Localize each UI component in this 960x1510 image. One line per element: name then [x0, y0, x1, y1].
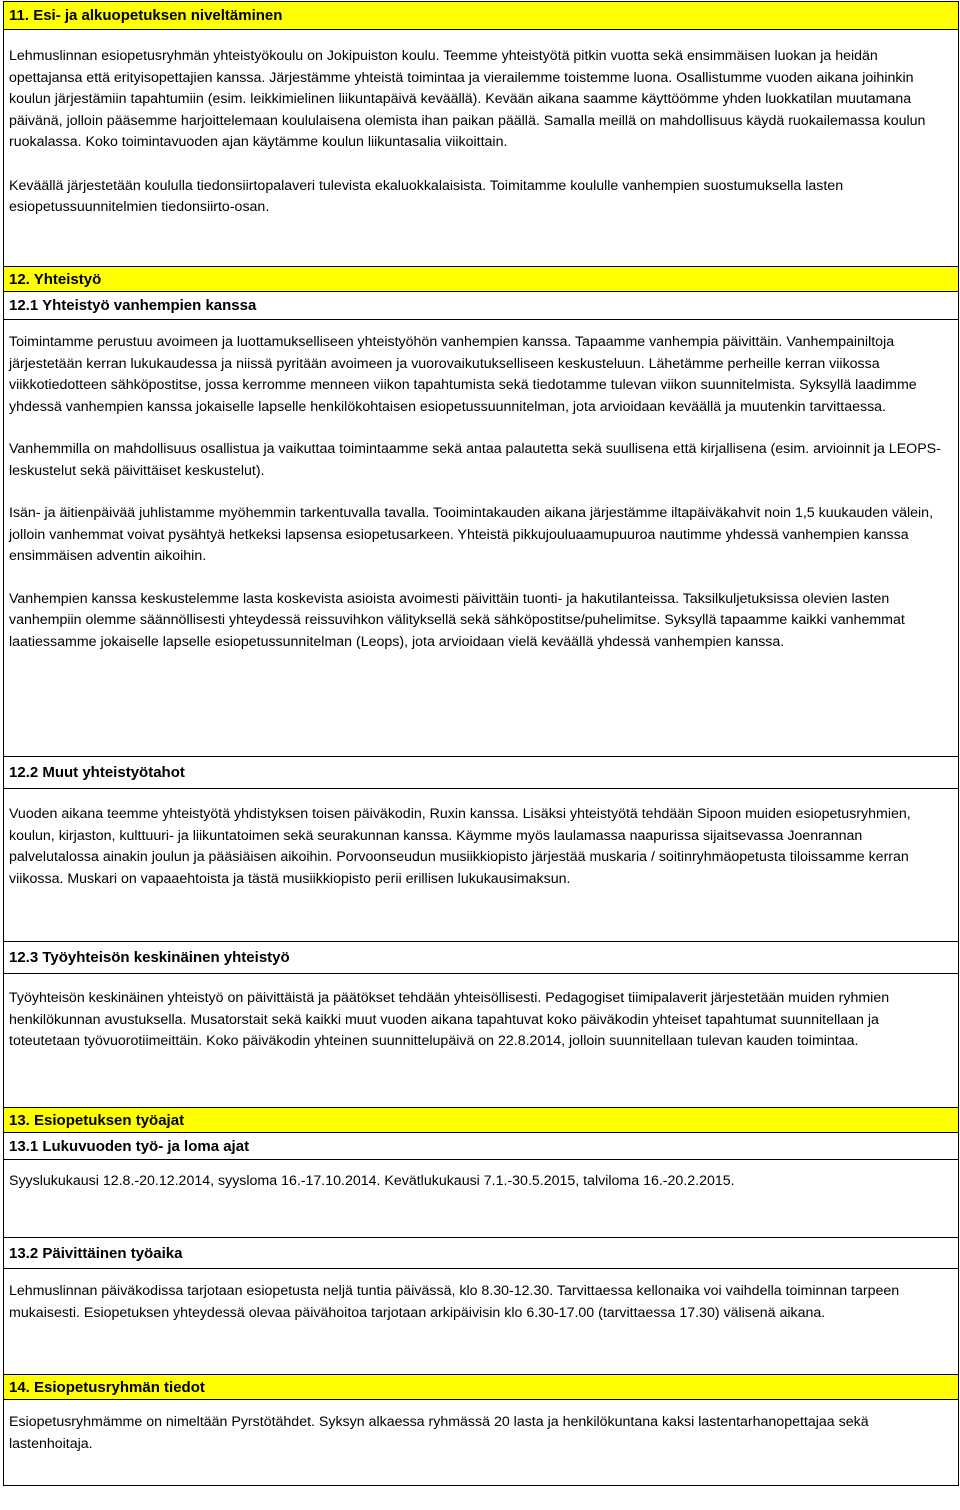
section-heading-13-1 [4, 1133, 958, 1160]
heading-text: 14. Esiopetusryhmän tiedot [9, 1378, 205, 1396]
document-page [3, 1, 959, 1486]
heading-text: 11. Esi- ja alkuopetuksen niveltäminen [9, 7, 283, 24]
paragraph: Lehmuslinnan päiväkodissa tarjotaan esiopetusta neljä tuntia päivässä, klo 8.30-12.30. Tarvittaessa kellonaika voi vaihdella toiminnan tarpeen mukaisesti. Esiopetuksen yhteydessä olevaa päivähoitoa tarjotaan arkipäivisin klo 6.30-17.00 (tarvittaessa 17.30) välisenä aikana. [9, 1283, 900, 1321]
heading-text: 12. Yhteistyö [9, 270, 102, 288]
paragraph: Työyhteisön keskinäinen yhteistyö on päivittäistä ja päätökset tehdään yhteisöllisesti. Pedagogiset tiimipalaverit järjestetään muiden ryhmien henkilökunnan avustuksella. Musatorstait sekä kaikki muut vuoden aikana tapahtuvat koko päiväkodin yhteiset tapahtumat suunnitellaan ja toteutetaan työvuorotiimeittäin. Koko päiväkodin yhteinen suunnittelupäivä on 22.8.2014, jolloin suunnitellaan tulevan kauden toimintaa. [9, 990, 890, 1049]
paragraph: Lehmuslinnan esiopetusryhmän yhteistyökoulu on Jokipuiston koulu. Teemme yhteistyötä pitkin vuotta sekä ensimmäisen luokan ja heidän opettajansa että erityisopettajien kanssa. Järjestämme yhteistä toimintaa ja vierailemme toistemme luona. Osallistumme vuoden aikana joihinkin koulun järjestämiin tapahtumiin (esim. leikkimielinen liikuntapäivä keväällä). Kevään aikana saamme käyttöömme yhden luokkatilan muutamana päivänä, jolloin pääsemme harjoittelemaan koululaisena olemista ihan paikan päällä. Samalla meillä on mahdollisuus käydä ruokailemassa koulun ruokalassa. Koko toimintavuoden ajan käytämme koulun liikuntasalia viikoittain. [9, 48, 926, 150]
section-heading-14 [4, 1375, 958, 1400]
paragraph: Esiopetusryhmämme on nimeltään Pyrstötähdet. Syksyn alkaessa ryhmässä 20 lasta ja henkilökuntana kaksi lastentarhanopettajaa sekä lastenhoitaja. [9, 1414, 869, 1452]
heading-text: 13. Esiopetuksen työajat [9, 1111, 185, 1129]
paragraph: Vuoden aikana teemme yhteistyötä yhdistyksen toisen päiväkodin, Ruxin kanssa. Lisäksi yhteistyötä tehdään Sipoon muiden esiopetusryhmien, koulun, kirjaston, kulttuuri- ja liikuntatoimen sekä seurakunnan kanssa. Käymme myös laulamassa naapurissa sijaitsevassa Joenrannan palvelutalossa ainakin joulun ja pääsiäisen aikoihin. Porvoonseudun musiikkiopisto järjestää muskaria / soitinryhmäopetusta tiloissamme kerran viikossa. Muskari on vapaaehtoista ja tästä musiikkiopisto perii erillisen lukukausimaksun. [9, 806, 911, 887]
section-heading-13 [4, 1108, 958, 1133]
section-heading-12-3 [4, 942, 958, 974]
section-body-12-1 [4, 320, 958, 757]
section-heading-11 [4, 2, 958, 30]
heading-text: 13.1 Lukuvuoden työ- ja loma ajat [9, 1137, 250, 1155]
section-heading-13-2 [4, 1238, 958, 1269]
section-body-12-2 [4, 789, 958, 942]
paragraph: Toimintamme perustuu avoimeen ja luottamukselliseen yhteistyöhön vanhempien kanssa. Tapaamme vanhempia päivittäin. Vanhempainiltoja järjestetään kerran lukukaudessa ja niissä pyritään avoimeen ja vuorovaikutukselliseen keskusteluun. Lähetämme perheille kerran viikossa viikkotiedotteen sähköpostitse, jossa kerromme menneen viikon tapahtumista sekä tiedotamme tulevan viikon suunnitelmista. Syksyllä laadimme yhdessä vanhempien kanssa jokaiselle lapselle henkilökohtaisen esiopetussuunnitelman, jota arvioidaan keväällä ja muutenkin tarvittaessa. [9, 334, 917, 415]
section-body-13-1 [4, 1160, 958, 1238]
section-heading-12 [4, 267, 958, 292]
heading-text: 12.2 Muut yhteistyötahot [9, 764, 185, 781]
heading-text: 12.3 Työyhteisön keskinäinen yhteistyö [9, 949, 290, 966]
section-body-13-2 [4, 1269, 958, 1375]
paragraph: Syyslukukausi 12.8.-20.12.2014, syysloma 16.-17.10.2014. Kevätlukukausi 7.1.-30.5.2015, talviloma 16.-20.2.2015. [9, 1173, 735, 1189]
section-body-14 [4, 1400, 958, 1486]
paragraph: Vanhempien kanssa keskustelemme lasta koskevista asioista avoimesti päivittäin tuonti- ja hakutilanteissa. Taksilkuljetuksissa olevien lasten vanhempiin olemme säännöllisesti yhteydessä reissuvihkon välityksellä sekä sähköpostitse/puhelimitse. Syksyllä tapaamme kaikki vanhemmat laatiessamme jokaiselle lapselle esiopetussunnitelman (Leops), jota arvioidaan vielä keväällä yhdessä vanhempien kanssa. [9, 590, 905, 650]
paragraph: Isän- ja äitienpäivää juhlistamme myöhemmin tarkentuvalla tavalla. Tooimintakauden aikana järjestämme iltapäiväkahvit noin 1,5 kuukauden välein, jolloin vanhemmat voivat pysähtyä hetkeksi lapsensa esiopetusarkeen. Yhteistä pikkujouluaamupuuroa nautimme yhdessä vanhempien kanssa ensimmäisen adventin aikoihin. [9, 505, 934, 564]
section-heading-12-1 [4, 292, 958, 320]
section-body-11 [4, 30, 958, 267]
heading-text: 12.1 Yhteistyö vanhempien kanssa [9, 297, 257, 314]
section-heading-12-2 [4, 757, 958, 789]
section-body-12-3 [4, 974, 958, 1108]
paragraph: Keväällä järjestetään koululla tiedonsiirtopalaveri tulevista ekaluokkalaisista. Toimitamme koululle vanhempien suostumuksella lasten esiopetussuunnitelmien tiedonsiirto-osan. [9, 177, 844, 215]
heading-text: 13.2 Päivittäinen työaika [9, 1244, 183, 1262]
paragraph: Vanhemmilla on mahdollisuus osallistua ja vaikuttaa toimintaamme sekä antaa palautetta sekä suullisena että kirjallisena (esim. arvioinnit ja LEOPS-leskustelut sekä päivittäiset keskustelut). [9, 441, 941, 479]
